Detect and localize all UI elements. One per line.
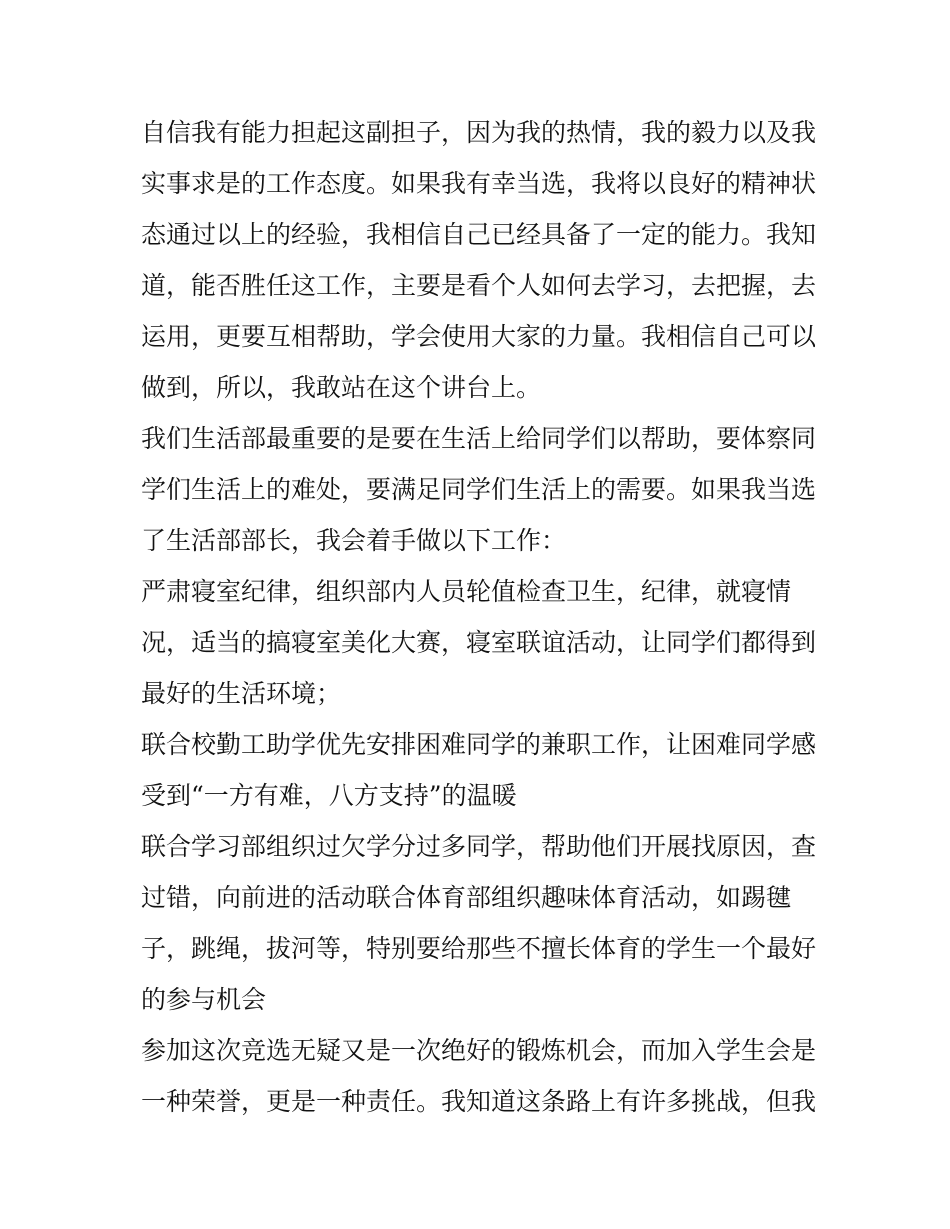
text-line-1: 自信我有能力担起这副担子，因为我的热情，我的毅力以及我 bbox=[141, 118, 817, 147]
text-line-4: 道，能否胜任这工作，主要是看个人如何去学习，去把握，去 bbox=[141, 271, 817, 300]
text-line-5: 运用，更要互相帮助，学会使用大家的力量。我相信自己可以 bbox=[141, 322, 817, 351]
text-line-3: 态通过以上的经验，我相信自己已经具备了一定的能力。我知 bbox=[141, 220, 817, 249]
text-line-6: 做到，所以，我敢站在这个讲台上。 bbox=[141, 373, 542, 402]
text-line-19: 参加这次竞选无疑又是一次绝好的锻炼机会，而加入学生会是 bbox=[141, 1036, 817, 1065]
text-line-14: 受到“一方有难，八方支持”的温暖 bbox=[141, 781, 517, 810]
text-line-11: 况，适当的搞寝室美化大赛，寝室联谊活动，让同学们都得到 bbox=[141, 628, 817, 657]
text-line-18: 的参与机会 bbox=[141, 985, 267, 1014]
text-line-9: 了生活部部长，我会着手做以下工作： bbox=[141, 526, 567, 555]
text-line-2: 实事求是的工作态度。如果我有幸当选，我将以良好的精神状 bbox=[141, 169, 817, 198]
text-line-8: 学们生活上的难处，要满足同学们生活上的需要。如果我当选 bbox=[141, 475, 817, 504]
text-line-7: 我们生活部最重要的是要在生活上给同学们以帮助，要体察同 bbox=[141, 424, 817, 453]
text-line-10: 严肃寝室纪律，组织部内人员轮值检查卫生，纪律，就寝情 bbox=[141, 577, 792, 606]
text-line-16: 过错，向前进的活动联合体育部组织趣味体育活动，如踢毽 bbox=[141, 883, 792, 912]
text-line-12: 最好的生活环境； bbox=[141, 679, 342, 708]
text-line-20: 一种荣誉，更是一种责任。我知道这条路上有许多挑战，但我 bbox=[141, 1087, 817, 1116]
text-line-17: 子，跳绳，拔河等，特别要给那些不擅长体育的学生一个最好 bbox=[141, 934, 817, 963]
text-line-15: 联合学习部组织过欠学分过多同学，帮助他们开展找原因，查 bbox=[141, 832, 817, 861]
body-text bbox=[141, 107, 816, 1127]
text-line-13: 联合校勤工助学优先安排困难同学的兼职工作，让困难同学感 bbox=[141, 730, 817, 759]
